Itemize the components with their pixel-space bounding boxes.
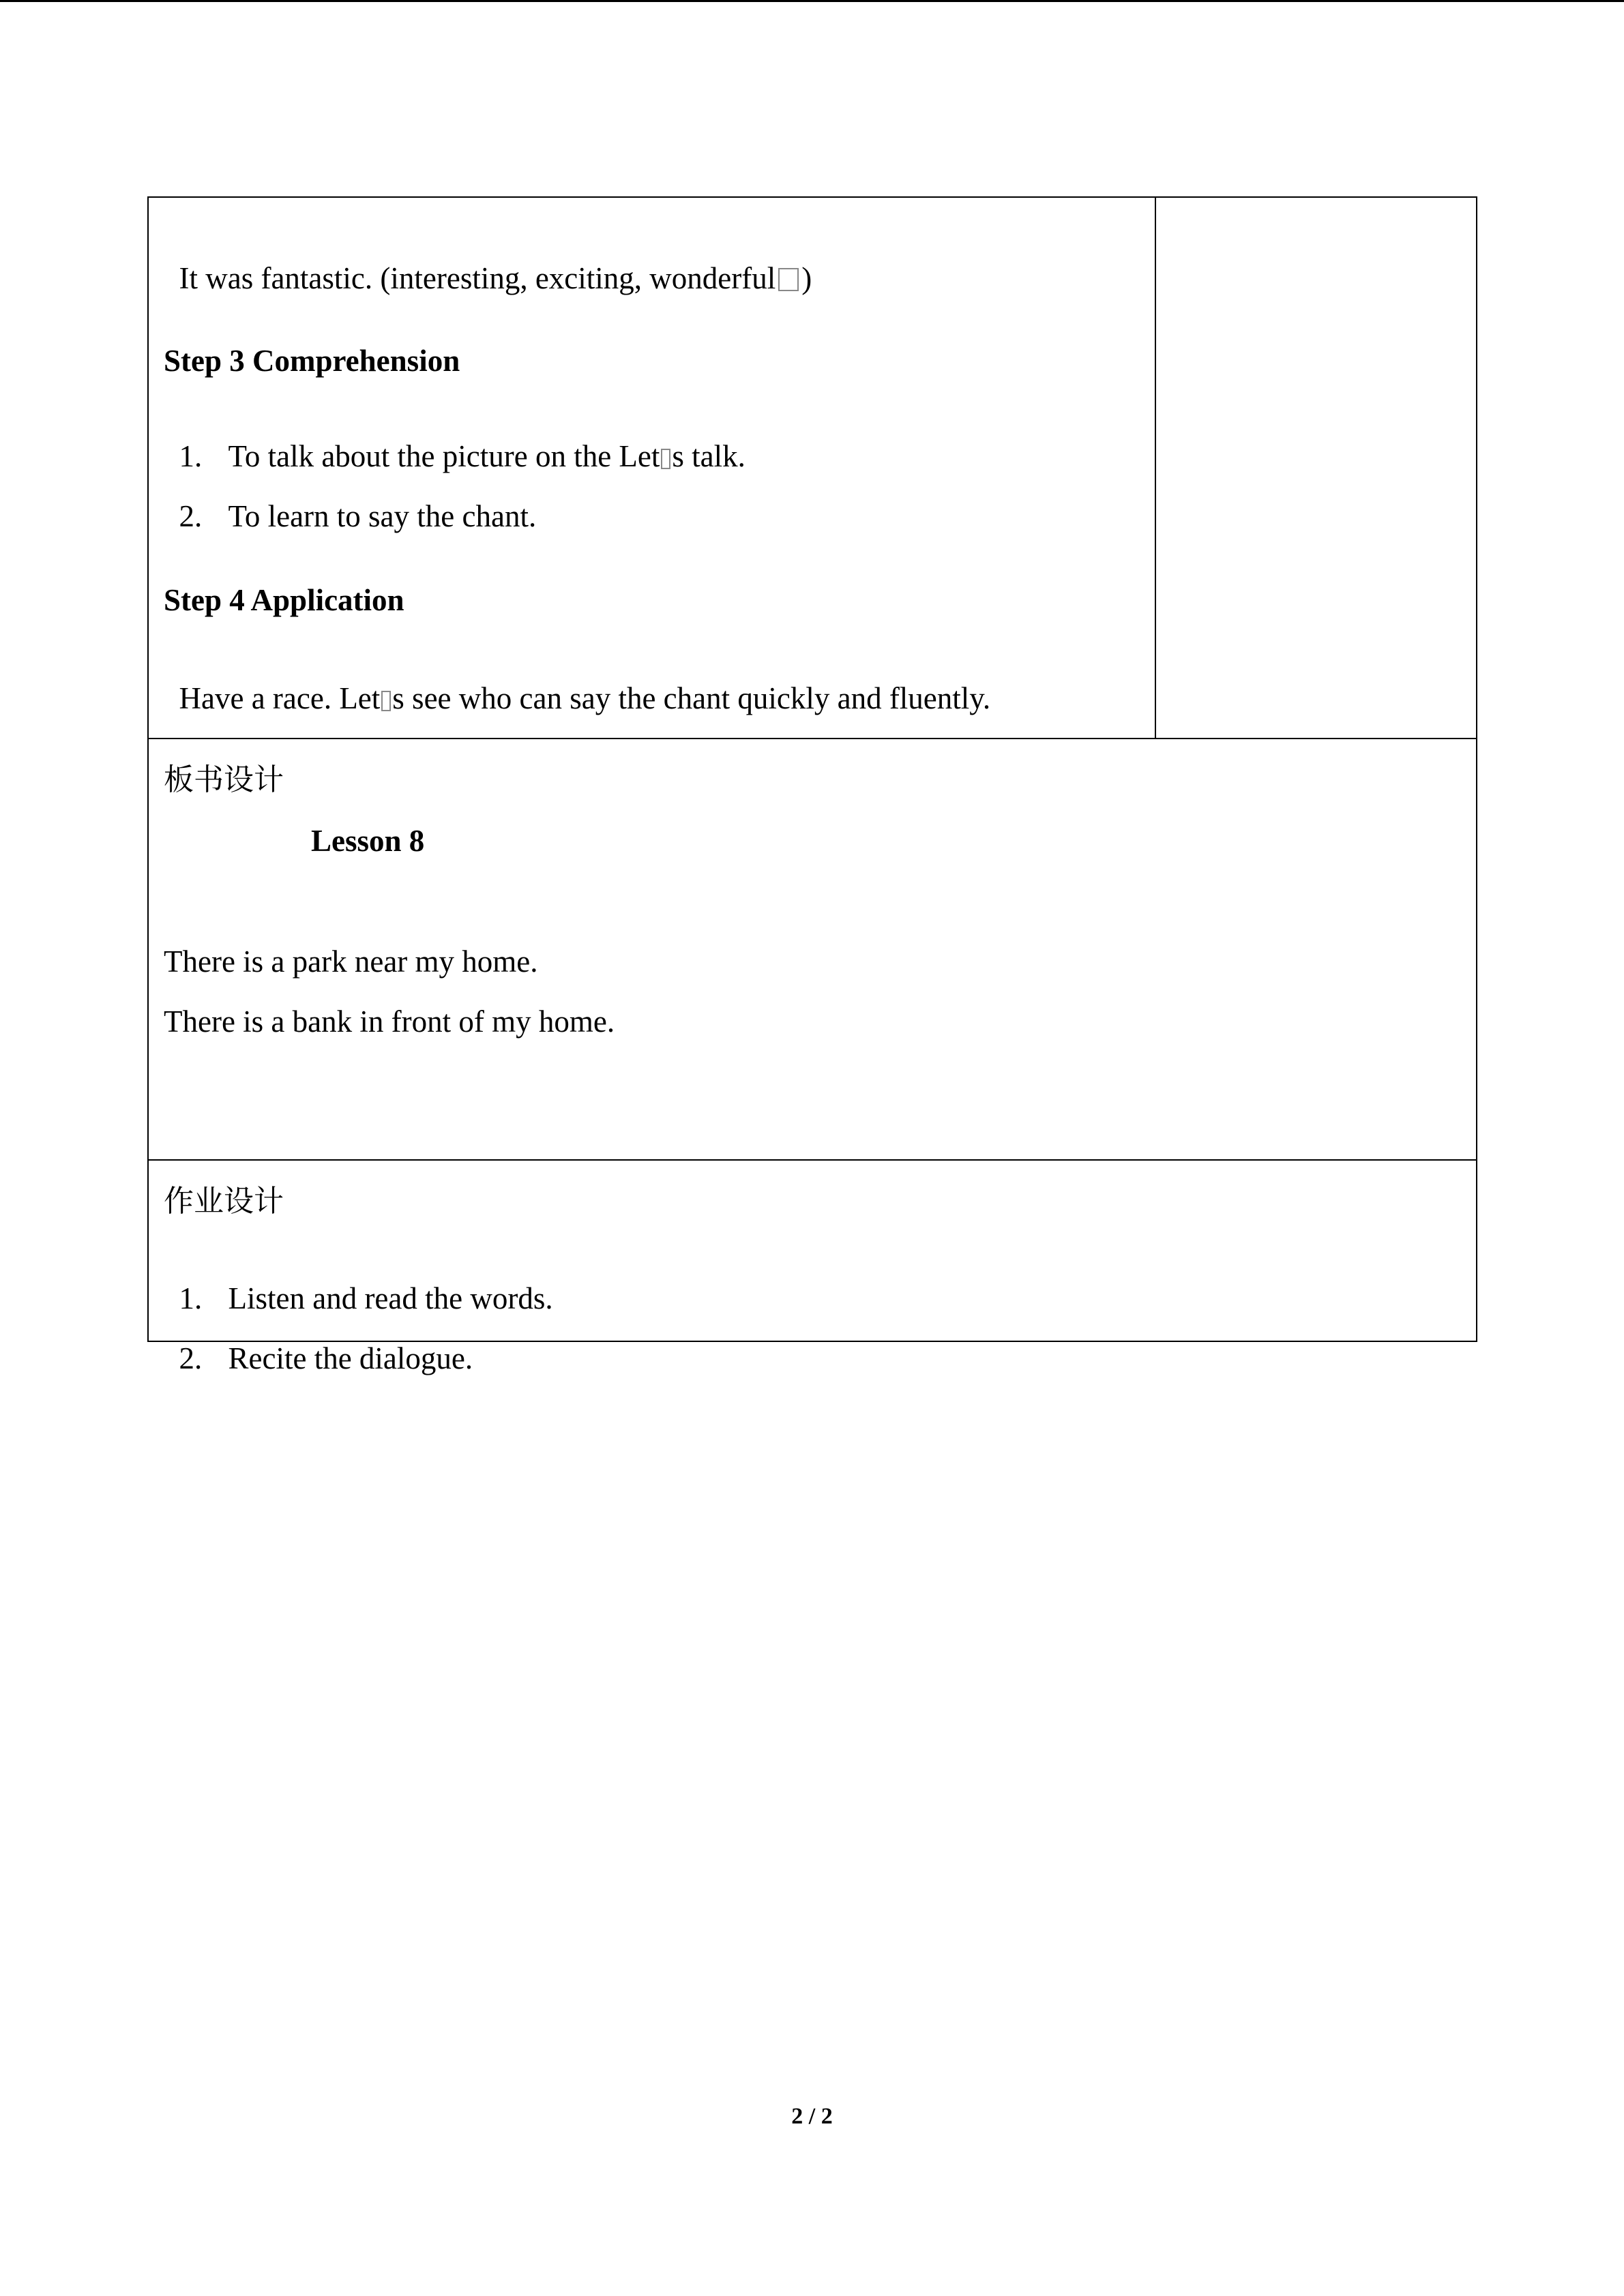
intro-line: It was fantastic. (interesting, exciting, wonderful )	[179, 261, 812, 295]
step4-text: Have a race. Let s see who can say the chant quickly and fluently.	[179, 681, 991, 715]
notes-cell	[1155, 196, 1477, 739]
homework-item-2: 2. Recite the dialogue.	[179, 1341, 473, 1375]
missing-glyph-box	[661, 449, 670, 469]
step3-item-2: 2. To learn to say the chant.	[179, 499, 537, 533]
top-border-line	[0, 0, 1624, 2]
homework-label: 作业设计	[164, 1184, 284, 1219]
step3-heading: Step 3 Comprehension	[164, 344, 460, 378]
step3-item-1: 1. To talk about the picture on the Let s talk.	[179, 439, 745, 473]
missing-glyph-box	[381, 691, 391, 711]
step4-heading: Step 4 Application	[164, 583, 404, 617]
board-design-label: 板书设计	[164, 762, 284, 797]
board-line-1: There is a park near my home.	[164, 944, 538, 979]
missing-glyph-box	[778, 268, 799, 291]
board-line-2: There is a bank in front of my home.	[164, 1004, 615, 1039]
homework-item-1: 1. Listen and read the words.	[179, 1281, 553, 1315]
board-lesson-title: Lesson 8	[311, 824, 425, 858]
page-number: 2 / 2	[791, 2104, 833, 2129]
